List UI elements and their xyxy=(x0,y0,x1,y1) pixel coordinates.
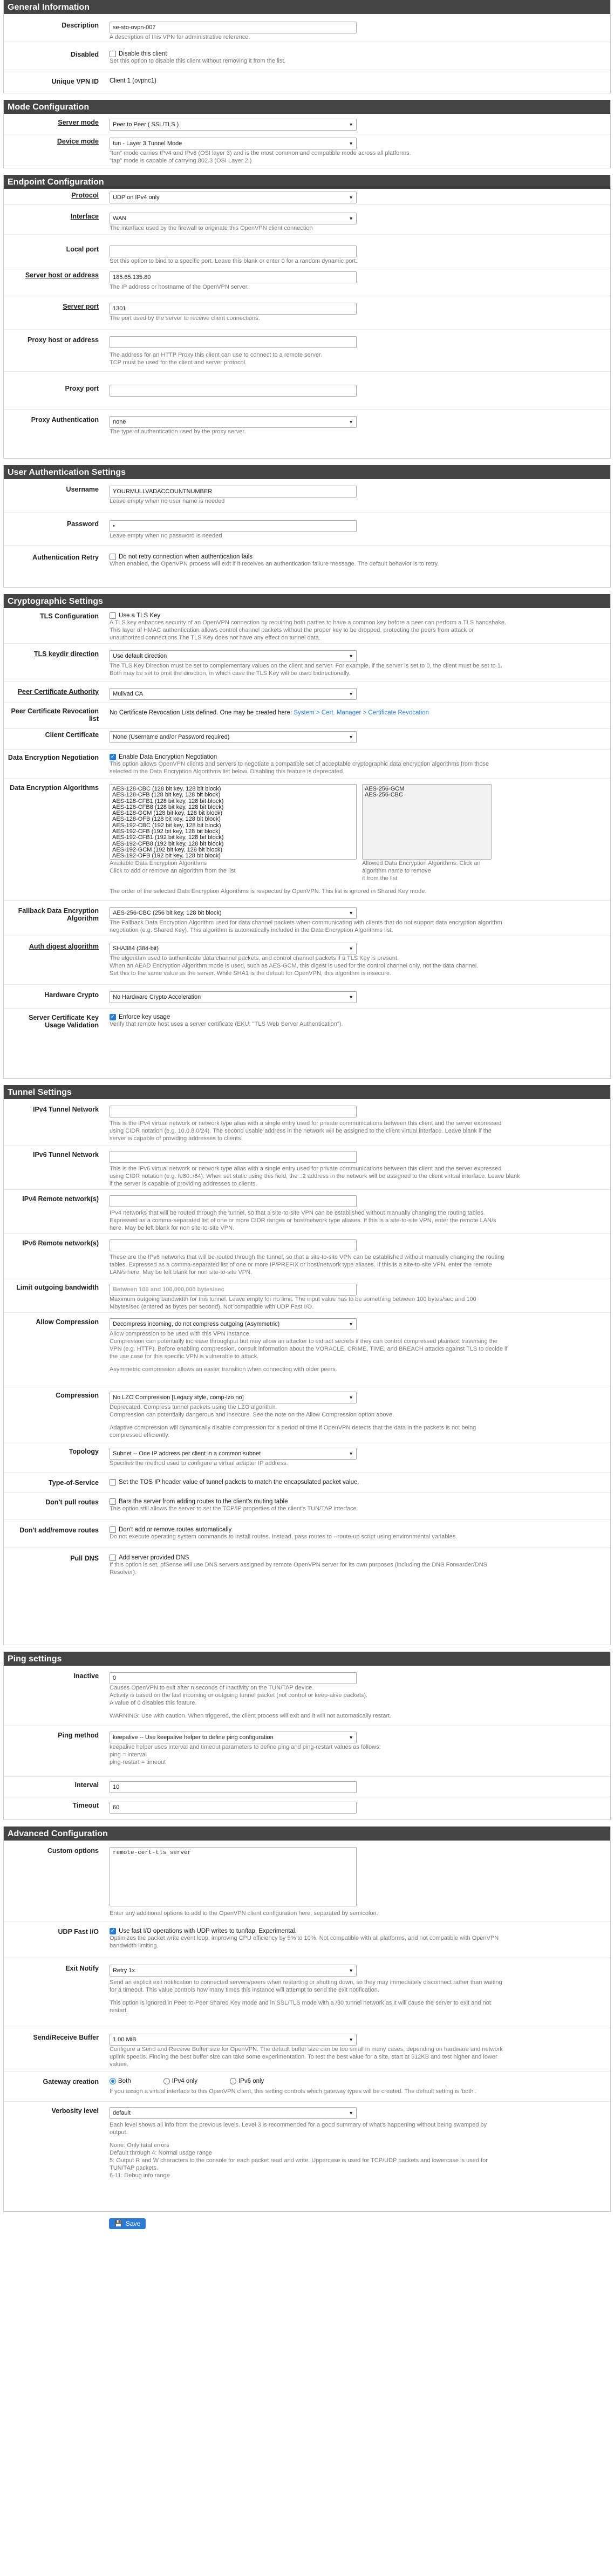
gateway-label: Gateway creation xyxy=(43,2078,99,2086)
check-icon[interactable]: ✓ xyxy=(110,754,115,760)
compression-label: Compression xyxy=(56,1392,99,1399)
protocol-select[interactable]: UDP on IPv4 only ▼ xyxy=(110,192,357,203)
ipv6-remote-label: IPv6 Remote network(s) xyxy=(22,1239,99,1247)
chevron-down-icon: ▼ xyxy=(349,216,353,221)
chevron-down-icon: ▼ xyxy=(349,1735,353,1740)
pull-dns-checkbox[interactable]: Add server provided DNS xyxy=(110,1555,599,1561)
algorithm-option[interactable]: AES-128-CFB (128 bit key, 128 bit block) xyxy=(112,792,221,799)
ipv6-remote-input[interactable] xyxy=(110,1239,357,1251)
ipv4-net-input[interactable] xyxy=(110,1106,357,1117)
endpoint-panel: Endpoint Configuration Protocol UDP on IPv4 only ▼ Interface WAN ▼ The interface used by the firewall to originate this OpenVPN client connection Local port Set this option to bind to a specific port. Leave this blank or enter 0 for a random dynamic port. Server host or address 185.65.135.80 The IP address or hostname of the OpenVPN server. Server port 1301 The port used by the server to receive client connections. Proxy host or address The address for an HTTP Proxy this client can use to connect to a remote server. TCP must be used for the client and server protocol. Proxy port Proxy Authentication none ▼ The type of authentication used by the proxy server. xyxy=(3,175,611,459)
fallback-select[interactable]: AES-256-CBC (256 bit key, 128 bit block) ▼ xyxy=(110,907,357,919)
chevron-down-icon: ▼ xyxy=(349,1451,353,1456)
key-usage-label: Server Certificate Key Usage Validation xyxy=(29,1014,99,1029)
add-routes-label: Don't add/remove routes xyxy=(19,1526,99,1534)
ping-panel: Ping settings Inactive 0 Causes OpenVPN to exit after n seconds of inactivity on the TUN/TAP device. Activity is based on the last incoming or outgoing tunnel packet (not control or keep-alive packets). A value of 0 disables this feature. WARNING: Use with caution. When triggered, the client process will exit and it will not automatically restart. Ping method keepalive -- Use keepalive helper to define ping configuration ▼ keepalive helper uses interval and timeout parameters to define ping and ping-restart values as follows: ping = interval ping-restart = timeout Interval 10 Timeout 60 xyxy=(3,1652,611,1820)
disabled-label: Disabled xyxy=(70,51,99,58)
chevron-down-icon: ▼ xyxy=(349,195,353,200)
ping-method-select[interactable]: keepalive -- Use keepalive helper to define ping configuration ▼ xyxy=(110,1732,357,1743)
tunnel-panel: Tunnel Settings IPv4 Tunnel Network This is the IPv4 virtual network or network type alias with a single entry used for private communications between this client and the server expressed using CIDR notation (e.g. 10.0.8.0/24). The second usable address in the network will be assigned to the client virtual interface. Leave blank if the server is capable of providing addresses to clients. IPv6 Tunnel Network This is the IPv6 virtual network or network type alias with a single entry used for private communications between this client and the server expressed using CIDR notation (e.g. fe80::/64). When set static using this field, the ::2 address in the network will be assigned to the client virtual interface. Leave blank if the server is capable of providing addresses to clients. IPv4 Remote network(s) IPv4 networks that will be routed through the tunnel, so that a site-to-site VPN can be established without manually changing the routing tables. Expressed as a comma-separated list of one or more CIDR ranges or host/network type aliases. If this is a site-to-site VPN, enter the remote LAN/s here. May be left blank for non site-to-site VPN. IPv6 Remote network(s) These are the IPv6 networks that will be routed through the tunnel, so that a site-to-site VPN can be established without manually changing the routing tables. Expressed as a comma-separated list of one or more IP/PREFIX or host/network type aliases. If this is a site-to-site VPN, enter the remote LAN/s here. May be left blank for non site-to-site VPN. Limit outgoing bandwidth Between 100 and 100,000,000 bytes/sec Maximum outgoing bandwidth for this tunnel. Leave empty for no limit. The input value has to be something between 100 bytes/sec and 100 Mbytes/sec (entered as bytes per second). Not compatible with UDP Fast I/O. Allow Compression Decompress incoming, do not compress outgoing (Asymmetric) ▼ Allow compression to be used with this VPN instance. Compression can potentially increase throughput but may allow an attacker to extract secrets if they can control compressed plaintext traversing the VPN (e.g. HTTP). Before enabling compression, consult information about the VORACLE, CRIME, TIME, and BREACH attacks against TLS to decide if the use case for this specific VPN is vulnerable to attack. Asymmetric compression allows an easier transition when connecting with older peers. Compression No LZO Compression [Legacy style, comp-lzo no] ▼ Deprecated. Compress tunnel packets using the LZO algorithm. Compression can potentially dangerous and insecure. See the note on the Allow Compression option above. Adaptive compression will dynamically disable compression for a period of time if OpenVPN detects that the data in the packets is not being compressed efficiently. Topology Subnet -- One IP address per client in a common subnet ▼ Specifies the method used to configure a virtual adapter IP address. Type-of-Service Set the TOS IP header value of tunnel packets to match the encapsulated packet value. Don't pull routes Bars the server from adding routes to the client's routing table This option still allows the server to set the TCP/IP properties of the client's TUN/TAP interface. Don't add/remove routes Don't add or remove routes automatically Do not execute operating system commands to install routes. Instead, pass routes to --route-up script using environmental variables. Pull DNS Add server provided DNS If this option is set, pfSense will use DNS servers assigned by remote OpenVPN server for its own purposes (including the DNS Forwarder/DNS Resolver). xyxy=(3,1085,611,1645)
chevron-down-icon: ▼ xyxy=(349,1968,353,1973)
endpoint-heading: Endpoint Configuration xyxy=(4,175,610,189)
server-host-input[interactable]: 185.65.135.80 xyxy=(110,271,357,283)
den-checkbox[interactable]: ✓ Enable Data Encryption Negotiation xyxy=(110,754,217,760)
algorithm-option[interactable]: AES-192-CFB1 (192 bit key, 128 bit block) xyxy=(112,834,224,841)
userauth-heading: User Authentication Settings xyxy=(4,465,610,479)
client-cert-label: Client Certificate xyxy=(45,731,99,739)
gateway-both-radio[interactable]: Both xyxy=(110,2078,131,2084)
checkbox-icon[interactable] xyxy=(110,1498,116,1505)
exit-notify-select[interactable]: Retry 1x ▼ xyxy=(110,1965,357,1977)
topology-select[interactable]: Subnet -- One IP address per client in a common subnet ▼ xyxy=(110,1448,357,1460)
inactive-input[interactable]: 0 xyxy=(110,1672,357,1684)
timeout-input[interactable]: 60 xyxy=(110,1802,357,1814)
radio-selected-icon[interactable] xyxy=(110,2078,116,2084)
general-panel: General Information Description se-sto-ovpn-007 A description of this VPN for administrative reference. Disabled Disable this client Set this option to disable this client without removing it from the list. Unique VPN ID Client 1 (ovpnc1) xyxy=(3,0,611,93)
radio-icon[interactable] xyxy=(163,2078,170,2084)
compression-select[interactable]: No LZO Compression [Legacy style, comp-lzo no] ▼ xyxy=(110,1392,357,1403)
vpnid-label: Unique VPN ID xyxy=(51,78,99,85)
ipv4-net-label: IPv4 Tunnel Network xyxy=(32,1106,99,1113)
auth-retry-checkbox[interactable]: Do not retry connection when authentication fails xyxy=(110,554,599,560)
chevron-down-icon: ▼ xyxy=(349,653,353,659)
dea-available-list[interactable] xyxy=(110,784,357,860)
disabled-checkbox[interactable]: Disable this client xyxy=(110,51,599,57)
auth-digest-select[interactable]: SHA384 (384-bit) ▼ xyxy=(110,943,357,955)
advanced-heading: Advanced Configuration xyxy=(4,1827,610,1841)
protocol-label: Protocol xyxy=(71,192,99,199)
fastio-checkbox[interactable]: ✓ Use fast I/O operations with UDP writes to tun/tap. Experimental. xyxy=(110,1928,297,1934)
advanced-panel: Advanced Configuration Custom options remote-cert-tls server Enter any additional options to add to the OpenVPN client configuration here, separated by semicolon. UDP Fast I/O ✓ Use fast I/O operations with UDP writes to tun/tap. Experimental. Optimizes the packet write event loop, improving CPU efficiency by 5% to 10%. Not compatible with all platforms, and not compatible with OpenVPN bandwidth limiting. Exit Notify Retry 1x ▼ Send an explicit exit notification to connected servers/peers when restarting or shutting down, so they may immediately disconnect rather than waiting for a timeout. This value controls how many times this instance will attempt to send the exit notification. This option is ignored in Peer-to-Peer Shared Key mode and in SSL/TLS mode with a /30 tunnel network as it will cause the server to exit and not restart. Send/Receive Buffer 1.00 MiB ▼ Configure a Send and Receive Buffer size for OpenVPN. The default buffer size can be too small in many cases, depending on hardware and network uplink speeds. Finding the best buffer size can take some experimentation. To test the best value for a site, start at 512KB and test higher and lower values. Gateway creation Both IPv4 only IPv6 only If you assign a virtual interface to this OpenVPN client, this setting controls which gateway types will be created. The default setting is 'both'. Verbosity level default ▼ Each level shows all info from the previous levels. Level 3 is recommended for a good summary of what's happening without being swamped by output. None: Only fatal errors Default through 4: Normal usage range 5: Output R and W characters to the console for each packet read and write. Uppercase is used for TCP/UDP packets and lowercase is used for TUN/TAP packets. 6-11: Debug info range xyxy=(3,1827,611,2212)
checkbox-icon[interactable] xyxy=(110,1555,116,1561)
algorithm-option[interactable]: AES-128-CFB1 (128 bit key, 128 bit block) xyxy=(112,798,224,805)
password-input[interactable]: • xyxy=(110,520,357,532)
bandwidth-label: Limit outgoing bandwidth xyxy=(16,1284,99,1291)
proxy-host-input[interactable] xyxy=(110,336,357,348)
ipv6-net-label: IPv6 Tunnel Network xyxy=(32,1151,99,1158)
proxy-port-label: Proxy port xyxy=(65,385,99,392)
interval-input[interactable]: 10 xyxy=(110,1781,357,1793)
dea-label: Data Encryption Algorithms xyxy=(10,784,99,792)
gateway-ipv6-radio[interactable]: IPv6 only xyxy=(230,2078,264,2084)
algorithm-option[interactable]: AES-128-CBC (128 bit key, 128 bit block) xyxy=(112,786,221,792)
den-label: Data Encryption Negotiation xyxy=(8,754,99,761)
hw-crypto-label: Hardware Crypto xyxy=(44,991,99,999)
sndrcv-select[interactable]: 1.00 MiB ▼ xyxy=(110,2034,357,2046)
gateway-ipv4-radio[interactable]: IPv4 only xyxy=(163,2078,197,2084)
description-label: Description xyxy=(62,22,99,29)
tls-keydir-label: TLS keydir direction xyxy=(33,650,99,658)
checkbox-icon[interactable] xyxy=(110,554,116,560)
pull-dns-label: Pull DNS xyxy=(70,1555,99,1562)
algorithm-option[interactable]: AES-192-OFB (192 bit key, 128 bit block) xyxy=(112,853,221,860)
device-mode-label: Device mode xyxy=(57,138,99,145)
local-port-input[interactable] xyxy=(110,246,357,257)
tls-keydir-select[interactable]: Use default direction ▼ xyxy=(110,650,357,662)
description-input[interactable]: se-sto-ovpn-007 xyxy=(110,22,357,33)
server-host-label: Server host or address xyxy=(25,271,99,279)
algorithm-option[interactable]: AES-192-CFB (192 bit key, 128 bit block) xyxy=(112,828,221,835)
check-icon[interactable]: ✓ xyxy=(110,1928,115,1934)
chevron-down-icon: ▼ xyxy=(349,419,353,425)
chevron-down-icon: ▼ xyxy=(349,946,353,951)
client-cert-select[interactable]: None (Username and/or Password required) ▼ xyxy=(110,731,357,743)
algorithm-option[interactable]: AES-192-GCM (192 bit key, 128 bit block) xyxy=(112,846,222,853)
ipv4-remote-input[interactable] xyxy=(110,1195,357,1207)
tls-config-label: TLS Configuration xyxy=(39,612,99,620)
hw-crypto-select[interactable]: No Hardware Crypto Acceleration ▼ xyxy=(110,991,357,1003)
verbosity-label: Verbosity level xyxy=(51,2107,99,2115)
save-button[interactable]: 💾 Save xyxy=(109,2218,146,2229)
algorithm-option[interactable]: AES-128-GCM (128 bit key, 128 bit block) xyxy=(112,810,222,817)
allow-comp-select[interactable]: Decompress incoming, do not compress outgoing (Asymmetric) ▼ xyxy=(110,1318,357,1330)
crypto-panel: Cryptographic Settings TLS Configuration Use a TLS Key A TLS key enhances security of an OpenVPN connection by requiring both parties to have a common key before a peer can perform a TLS handshake. This layer of HMAC authentication allows control channel packets without the proper key to be dropped, protecting the peers from attack or unauthorized connections.The TLS Key does not have any effect on tunnel data. TLS keydir direction Use default direction ▼ The TLS Key Direction must be set to complementary values on the client and server. For example, if the server is set to 0, the client must be set to 1. Both may be set to omit the direction, in which case the TLS Key will be used bidirectionally. Peer Certificate Authority Mullvad CA ▼ Peer Certificate Revocation list No Certificate Revocation Lists defined. One may be created here: System > Cert. Manager > Certificate Revocation Client Certificate None (Username and/or Password required) ▼ Data Encryption Negotiation ✓ Enable Data Encryption Negotiation This option allows OpenVPN clients and servers to negotiate a compatible set of acceptable cryptographic data encryption algorithms from those selected in the Data Encryption Algorithms list below. Disabling this feature is deprecated. Data Encryption Algorithms AES-128-CBC (128 bit key, 128 bit block) AES-128-CFB (128 bit key, 128 bit block) AES-128-CFB1 (128 bit key, 128 bit block) AES-128-CFB8 (128 bit key, 128 bit block) AES-128-GCM (128 bit key, 128 bit block) AES-128-OFB (128 bit key, 128 bit block) AES-192-CBC (192 bit key, 128 bit block) AES-192-CFB (192 bit key, 128 bit block) AES-192-CFB1 (192 bit key, 128 bit block) AES-192-CFB8 (192 bit key, 128 bit block) AES-192-GCM (192 bit key, 128 bit block) AES-192-OFB (192 bit key, 128 bit block) Available Data Encryption Algorithms Click to add or remove an algorithm from the list AES-256-GCM AES-256-CBC Allowed Data Encryption Algorithms. Click an algorithm name to remove it from the list The order of the selected Data Encryption Algorithms is respected by OpenVPN. This list is ignored in Shared Key mode. Fallback Data Encryption Algorithm AES-256-CBC (256 bit key, 128 bit block) ▼ The Fallback Data Encryption Algorithm used for data channel packets when communicating with clients that do not support data encryption algorithm negotiation (e.g. Shared Key). This algorithm is automatically included in the Data Encryption Algorithms list. Auth digest algorithm SHA384 (384-bit) ▼ The algorithm used to authenticate data channel packets, and control channel packets if a TLS Key is present. When an AEAD Encryption Algorithm mode is used, such as AES-GCM, this digest is used for the control channel only, not the data channel. Set this to the same value as the server. While SHA1 is the default for OpenVPN, this algorithm is insecure. Hardware Crypto No Hardware Crypto Acceleration ▼ Server Certificate Key Usage Validation ✓ Enforce key usage Verify that remote host uses a server certificate (EKU: "TLS Web Server Authentication"). xyxy=(3,594,611,1079)
username-label: Username xyxy=(66,486,99,493)
save-icon: 💾 xyxy=(114,2220,122,2227)
chevron-down-icon: ▼ xyxy=(349,691,353,697)
tos-checkbox[interactable]: Set the TOS IP header value of tunnel packets to match the encapsulated packet value. xyxy=(110,1479,599,1485)
bandwidth-input[interactable]: Between 100 and 100,000,000 bytes/sec xyxy=(110,1284,357,1296)
auth-digest-label: Auth digest algorithm xyxy=(29,943,99,950)
algorithm-option[interactable]: AES-256-CBC xyxy=(365,792,403,799)
userauth-panel: User Authentication Settings Username YOURMULLVADACCOUNTNUMBER Leave empty when no user name is needed Password • Leave empty when no password is needed Authentication Retry Do not retry connection when authentication fails When enabled, the OpenVPN process will exit if it receives an authentication failure message. The default behavior is to retry. xyxy=(3,465,611,588)
peer-crl-label: Peer Certificate Revocation list xyxy=(11,707,99,723)
server-port-input[interactable]: 1301 xyxy=(110,303,357,315)
checkbox-icon[interactable] xyxy=(110,1479,116,1485)
vpnid-value: Client 1 (ovpnc1) xyxy=(110,78,156,84)
algorithm-option[interactable]: AES-128-CFB8 (128 bit key, 128 bit block) xyxy=(112,803,224,810)
tls-key-checkbox[interactable]: Use a TLS Key xyxy=(110,612,599,619)
server-mode-select[interactable]: Peer to Peer ( SSL/TLS ) ▼ xyxy=(110,119,357,131)
peer-ca-select[interactable]: Mullvad CA ▼ xyxy=(110,688,357,700)
device-mode-select[interactable]: tun - Layer 3 Tunnel Mode ▼ xyxy=(110,138,357,149)
mode-panel: Mode Configuration Server mode Peer to Peer ( SSL/TLS ) ▼ Device mode tun - Layer 3 Tunnel Mode ▼ "tun" mode carries IPv4 and IPv6 (OSI layer 3) and is the most common and compatible mode across all platforms. "tap" mode is capable of carrying 802.3 (OSI Layer 2.) xyxy=(3,100,611,168)
mode-heading: Mode Configuration xyxy=(4,100,610,114)
crl-link[interactable]: System > Cert. Manager > Certificate Revocation xyxy=(294,710,429,716)
verbosity-select[interactable]: default ▼ xyxy=(110,2107,357,2119)
timeout-label: Timeout xyxy=(72,1802,99,1809)
chevron-down-icon: ▼ xyxy=(349,994,353,1000)
proxy-auth-label: Proxy Authentication xyxy=(31,416,99,424)
interface-select[interactable]: WAN ▼ xyxy=(110,213,357,224)
inactive-label: Inactive xyxy=(73,1672,99,1680)
custom-options-label: Custom options xyxy=(47,1847,99,1855)
topology-label: Topology xyxy=(69,1448,99,1455)
chevron-down-icon: ▼ xyxy=(349,910,353,916)
allow-comp-label: Allow Compression xyxy=(36,1318,99,1326)
chevron-down-icon: ▼ xyxy=(349,1321,353,1327)
peer-ca-label: Peer Certificate Authority xyxy=(17,688,99,696)
add-routes-checkbox[interactable]: Don't add or remove routes automatically xyxy=(110,1526,599,1533)
check-icon[interactable]: ✓ xyxy=(110,1014,115,1020)
proxy-port-input[interactable] xyxy=(110,385,357,397)
custom-options-textarea[interactable]: remote-cert-tls server xyxy=(110,1847,357,1906)
server-port-label: Server port xyxy=(63,303,99,310)
checkbox-icon[interactable] xyxy=(110,612,116,619)
dea-allowed-list[interactable] xyxy=(362,784,492,860)
chevron-down-icon: ▼ xyxy=(349,2110,353,2116)
general-heading: General Information xyxy=(4,0,610,14)
tos-label: Type-of-Service xyxy=(49,1479,99,1487)
chevron-down-icon: ▼ xyxy=(349,141,353,146)
algorithm-option[interactable]: AES-256-GCM xyxy=(365,786,405,792)
proxy-auth-select[interactable]: none ▼ xyxy=(110,416,357,428)
algorithm-option[interactable]: AES-128-OFB (128 bit key, 128 bit block) xyxy=(112,816,221,823)
interface-label: Interface xyxy=(70,213,99,220)
ping-heading: Ping settings xyxy=(4,1652,610,1666)
chevron-down-icon: ▼ xyxy=(349,734,353,740)
pull-routes-checkbox[interactable]: Bars the server from adding routes to the client's routing table xyxy=(110,1498,599,1505)
proxy-host-label: Proxy host or address xyxy=(28,336,99,344)
local-port-label: Local port xyxy=(66,246,99,253)
interval-label: Interval xyxy=(74,1781,99,1789)
algorithm-option[interactable]: AES-192-CBC (192 bit key, 128 bit block) xyxy=(112,822,221,829)
sndrcv-label: Send/Receive Buffer xyxy=(33,2034,99,2041)
username-input[interactable]: YOURMULLVADACCOUNTNUMBER xyxy=(110,486,357,498)
key-usage-checkbox[interactable]: ✓ Enforce key usage xyxy=(110,1014,170,1020)
checkbox-icon[interactable] xyxy=(110,51,116,57)
auth-retry-label: Authentication Retry xyxy=(32,554,99,561)
chevron-down-icon: ▼ xyxy=(349,2037,353,2042)
chevron-down-icon: ▼ xyxy=(349,1395,353,1400)
exit-notify-label: Exit Notify xyxy=(65,1965,99,1972)
tunnel-heading: Tunnel Settings xyxy=(4,1085,610,1099)
ipv4-remote-label: IPv4 Remote network(s) xyxy=(22,1195,99,1203)
radio-icon[interactable] xyxy=(230,2078,236,2084)
chevron-down-icon: ▼ xyxy=(349,122,353,127)
pull-routes-label: Don't pull routes xyxy=(45,1498,99,1506)
checkbox-icon[interactable] xyxy=(110,1526,116,1533)
ipv6-net-input[interactable] xyxy=(110,1151,357,1163)
algorithm-option[interactable]: AES-192-CFB8 (192 bit key, 128 bit block) xyxy=(112,840,224,847)
fallback-label: Fallback Data Encryption Algorithm xyxy=(18,907,99,922)
server-mode-label: Server mode xyxy=(58,119,99,126)
password-label: Password xyxy=(66,520,99,528)
crypto-heading: Cryptographic Settings xyxy=(4,594,610,608)
ping-method-label: Ping method xyxy=(58,1732,99,1739)
fastio-label: UDP Fast I/O xyxy=(58,1928,99,1936)
